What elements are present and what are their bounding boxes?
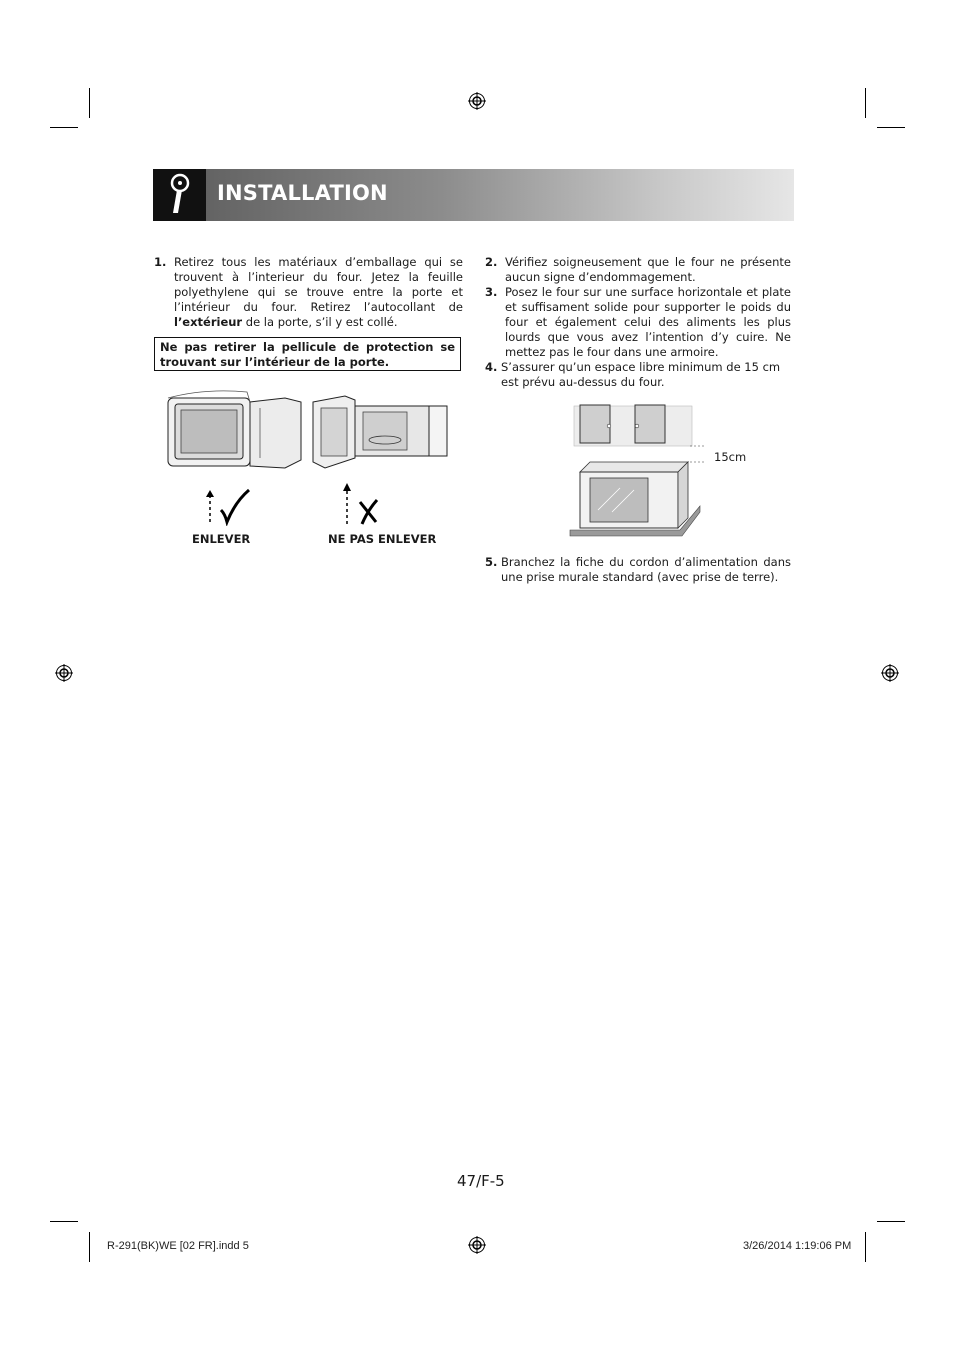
- section-title: INSTALLATION: [217, 181, 388, 205]
- crop-mark: [89, 1232, 90, 1262]
- step-text: Vérifiez soigneusement que le four ne présente aucun signe d’endommagement.: [505, 255, 791, 284]
- warning-box: Ne pas retirer la pellicule de protection se trouvant sur l’intérieur de la porte.: [154, 337, 461, 371]
- crop-mark: [89, 88, 90, 118]
- step-number: 1.: [154, 255, 167, 269]
- registration-mark-icon: [55, 664, 73, 682]
- caption-remove: ENLEVER: [192, 532, 251, 546]
- step-text: Posez le four sur une surface horizontale et plate et suffisament solide pour supporter le poids du four et également celui des aliments les plus lourds que vous avez l’intention d’y cuire. Ne mettez pas le four dans une armoire.: [505, 285, 791, 359]
- registration-mark-icon: [468, 92, 486, 110]
- step-number: 2.: [485, 255, 498, 269]
- step-5: [485, 555, 791, 585]
- step-number: 4.: [485, 360, 498, 374]
- crop-mark: [50, 127, 78, 128]
- step-text: Branchez la fiche du cordon d’alimentation dans une prise murale standard (avec prise de terre).: [501, 555, 791, 584]
- slug-filename: R-291(BK)WE [02 FR].indd 5: [107, 1240, 249, 1252]
- magnifier-info-icon: [153, 169, 206, 221]
- crop-mark: [877, 1221, 905, 1222]
- crop-mark: [865, 1232, 866, 1262]
- info-icon-box: [153, 169, 206, 221]
- step-4: [485, 360, 791, 390]
- crop-mark: [865, 88, 866, 118]
- crop-mark: [877, 127, 905, 128]
- step-number: 5.: [485, 555, 498, 569]
- step-number: 3.: [485, 285, 498, 299]
- clearance-illustration: [568, 402, 708, 538]
- remove-arrow-check-icon: [203, 488, 253, 526]
- step-text: S’assurer qu’un espace libre minimum de 15 cm est prévu au-dessus du four.: [501, 360, 781, 389]
- microwave-door-illustration: [165, 388, 450, 478]
- step-text: Retirez tous les matériaux d’emballage qui se trouvent à l’interieur du four. Jetez la feuille polyethylene qui se trouve entre la porte et l’intérieur du four. Retirez l’autocollant de l’extérieur de la porte, s’il y est collé.: [174, 255, 463, 329]
- page-number: 47/F-5: [457, 1172, 505, 1190]
- do-not-remove-arrow-cross-icon: [340, 480, 385, 526]
- crop-mark: [50, 1221, 78, 1222]
- registration-mark-icon: [468, 1236, 486, 1254]
- section-header: [153, 169, 794, 221]
- clearance-label: 15cm: [714, 450, 747, 464]
- registration-mark-icon: [881, 664, 899, 682]
- caption-do-not-remove: NE PAS ENLEVER: [328, 532, 437, 546]
- step-1: [154, 255, 463, 335]
- slug-timestamp: 3/26/2014 1:19:06 PM: [743, 1240, 852, 1252]
- step-2: [485, 255, 791, 285]
- step-3: [485, 285, 791, 360]
